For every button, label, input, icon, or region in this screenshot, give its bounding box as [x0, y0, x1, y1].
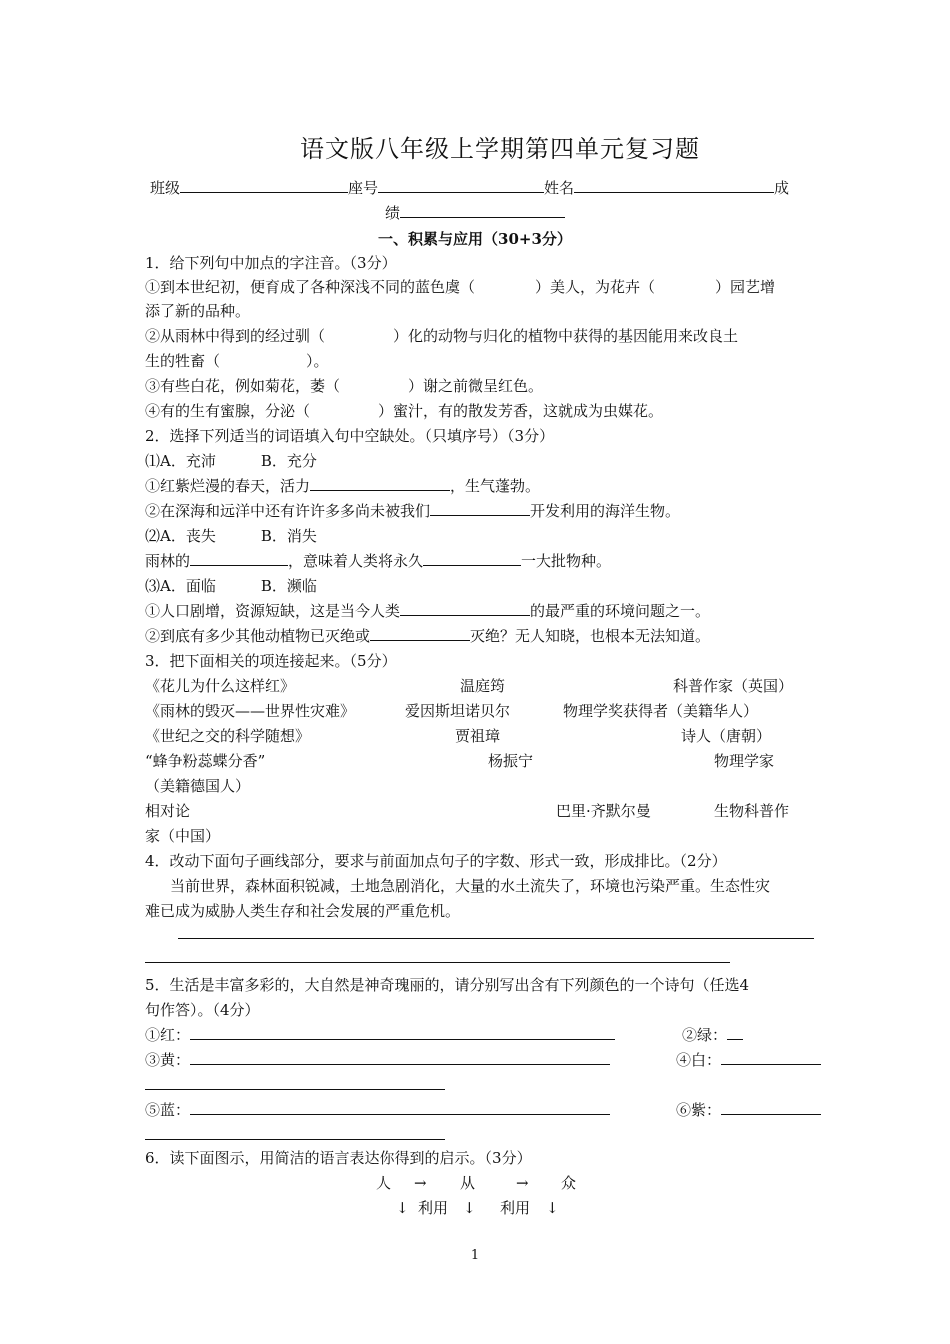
answer-blank[interactable] — [190, 551, 288, 566]
q1-sentence-2-cont: 生的牲畜（ ）。 — [145, 352, 329, 370]
q2-group2-sentence: 雨林的 ，意味着人类将永久 一大批物种。 — [145, 552, 612, 570]
q3-right-item[interactable]: 科普作家（英国） — [673, 677, 794, 695]
q3-middle-item[interactable]: 温庭筠 — [460, 677, 506, 695]
q1-sentence-1: ①到本世纪初，便育成了各种深浅不同的蓝色虞（ ）美人，为花卉（ ）园艺增 — [145, 278, 776, 296]
answer-line[interactable] — [145, 1089, 445, 1090]
q2-group2-options: ⑵A．丧失 B．消失 — [145, 527, 317, 545]
seat-label: 座号 — [348, 179, 379, 197]
diagram-char-zhong: 众 — [561, 1174, 577, 1192]
arrow-down-icon: ↓ — [546, 1199, 559, 1217]
page-title: 语文版八年级上学期第四单元复习题 — [300, 135, 700, 163]
q2-group1-sentence-1: ①红紫烂漫的春天，活力 ，生气蓬勃。 — [145, 477, 541, 495]
q2-group3-sentence-1: ①人口剧增，资源短缺，这是当今人类 的最严重的环境问题之一。 — [145, 602, 711, 620]
arrow-down-icon: ↓ — [463, 1199, 476, 1217]
q6-stem: 6．读下面图示，用简洁的语言表达你得到的启示。（3分） — [145, 1149, 532, 1167]
q4-stem: 4．改动下面句子画线部分，要求与前面加点句子的字数、形式一致，形成排比。（2分） — [145, 852, 727, 870]
q5-blue-item: ⑤蓝： — [145, 1100, 610, 1120]
q5-stem-line-2: 句作答）。（4分） — [145, 1001, 260, 1019]
arrow-right-icon: → — [414, 1174, 427, 1192]
name-blank[interactable] — [574, 178, 774, 193]
q3-left-item[interactable]: 相对论 — [145, 802, 191, 820]
q5-purple-item: ⑥紫： — [676, 1100, 821, 1120]
q5-red-item: ①红： — [145, 1025, 615, 1045]
q5-white-item: ④白： — [676, 1050, 821, 1070]
page-number: 1 — [470, 1248, 480, 1263]
name-label: 姓名 — [544, 179, 575, 197]
q2-stem: 2．选择下列适当的词语填入句中空缺处。（只填序号）（3分） — [145, 427, 555, 445]
q3-middle-item[interactable]: 杨振宁 — [488, 752, 534, 770]
answer-blank[interactable] — [430, 501, 530, 516]
answer-blank[interactable] — [423, 551, 521, 566]
q3-right-item[interactable]: 生物科普作 — [714, 802, 790, 820]
q3-left-item[interactable]: 《花儿为什么这样红》 — [145, 677, 296, 695]
answer-line[interactable] — [145, 1139, 445, 1140]
q4-passage-line-2: 难已成为威胁人类生存和社会发展的严重危机。 — [145, 902, 461, 920]
answer-blank[interactable] — [370, 626, 470, 641]
class-label: 班级 — [150, 179, 181, 197]
q4-passage-line-1: 当前世界，森林面积锐减，土地急剧消化，大量的水土流失了，环境也污染严重。生态性灾 — [170, 877, 771, 895]
q2-group3-sentence-2: ②到底有多少其他动植物已灭绝或 灭绝？无人知晓，也根本无法知道。 — [145, 627, 711, 645]
q3-right-item[interactable]: 物理学奖获得者（美籍华人） — [563, 702, 759, 720]
q1-sentence-4: ④有的生有蜜腺，分泌（ ）蜜汁，有的散发芳香，这就成为虫媒花。 — [145, 402, 664, 420]
q1-sentence-1-cont: 添了新的品种。 — [145, 302, 251, 320]
q2-group3-options: ⑶A．面临 B．濒临 — [145, 577, 317, 595]
student-info-line — [150, 178, 789, 198]
score-label-part2: 绩 — [385, 204, 401, 222]
answer-blank[interactable] — [721, 1100, 821, 1115]
answer-blank[interactable] — [190, 1025, 615, 1040]
class-blank[interactable] — [180, 178, 348, 193]
seat-blank[interactable] — [378, 178, 544, 193]
q5-yellow-item: ③黄： — [145, 1050, 610, 1070]
q3-left-item[interactable]: 《世纪之交的科学随想》 — [145, 727, 311, 745]
q1-sentence-3: ③有些白花，例如菊花，萎（ ）谢之前微呈红色。 — [145, 377, 544, 395]
score-blank[interactable] — [400, 203, 565, 218]
q5-stem-line-1: 5．生活是丰富多彩的，大自然是神奇瑰丽的，请分别写出含有下列颜色的一个诗句（任选4 — [145, 976, 750, 994]
q5-green-item: ②绿： — [682, 1025, 743, 1045]
arrow-right-icon: → — [516, 1174, 529, 1192]
q1-stem: 1．给下列句中加点的字注音。（3分） — [145, 254, 397, 272]
q3-middle-item[interactable]: 巴里·齐默尔曼 — [556, 802, 651, 820]
answer-blank[interactable] — [721, 1050, 821, 1065]
q3-left-item[interactable]: “蜂争粉蕊蝶分香” — [145, 752, 266, 770]
q3-middle-item[interactable]: 贾祖璋 — [455, 727, 501, 745]
answer-blank[interactable] — [190, 1050, 610, 1065]
section-heading: 一、积累与应用（30+3分） — [378, 230, 572, 248]
diagram-char-ren: 人 — [376, 1174, 392, 1192]
q3-right-item-cont: （美籍德国人） — [145, 777, 251, 795]
q1-sentence-2: ②从雨林中得到的经过驯（ ）化的动物与归化的植物中获得的基因能用来改良土 — [145, 327, 739, 345]
score-line — [385, 203, 565, 223]
answer-blank[interactable] — [727, 1025, 743, 1040]
diagram-label-use: 利用 — [418, 1199, 449, 1217]
q4-answer-line[interactable] — [145, 962, 730, 963]
q3-middle-item[interactable]: 爱因斯坦诺贝尔 — [405, 702, 511, 720]
q4-answer-line[interactable] — [178, 938, 814, 939]
answer-blank[interactable] — [190, 1100, 610, 1115]
q3-right-item[interactable]: 物理学家 — [714, 752, 775, 770]
q3-right-item-cont: 家（中国） — [145, 827, 221, 845]
answer-blank[interactable] — [310, 476, 450, 491]
q3-stem: 3．把下面相关的项连接起来。（5分） — [145, 652, 397, 670]
q2-group1-sentence-2: ②在深海和远洋中还有许许多多尚未被我们 开发利用的海洋生物。 — [145, 502, 681, 520]
score-label-part1: 成 — [774, 179, 790, 197]
q3-right-item[interactable]: 诗人（唐朝） — [681, 727, 772, 745]
q3-left-item[interactable]: 《雨林的毁灭——世界性灾难》 — [145, 702, 356, 720]
answer-blank[interactable] — [400, 601, 530, 616]
q2-group1-options: ⑴A．充沛 B．充分 — [145, 452, 317, 470]
diagram-label-use: 利用 — [500, 1199, 531, 1217]
arrow-down-icon: ↓ — [396, 1199, 409, 1217]
diagram-char-cong: 从 — [460, 1174, 476, 1192]
